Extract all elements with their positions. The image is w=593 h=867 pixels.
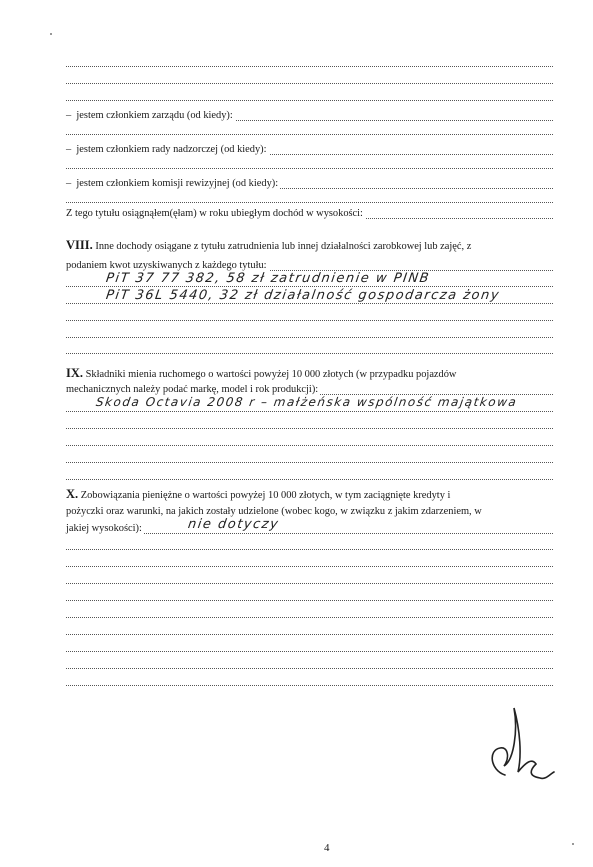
- dotted-line: [66, 445, 553, 446]
- dotted-line: [66, 337, 553, 338]
- dotted-line: [66, 685, 553, 686]
- scan-speck: [572, 843, 574, 845]
- dotted-line: [66, 668, 553, 669]
- section-x-number: X.: [66, 487, 79, 501]
- section-x-title-line3: jakiej wysokości):: [66, 523, 142, 534]
- bullet-dash: –: [66, 110, 72, 121]
- section-ix-title-line1: [66, 367, 458, 381]
- dotted-line: [66, 600, 553, 601]
- handwritten-income-2: PiT 36L 5440, 32 zł działalność gospodarcza żony: [104, 288, 501, 303]
- dotted-line: [66, 651, 553, 652]
- dotted-line: [66, 353, 553, 354]
- dotted-line: [66, 634, 553, 635]
- section-viii-title-line2: podaniem kwot uzyskiwanych z każdego tytułu:: [66, 260, 267, 271]
- bullet-dash: –: [66, 144, 72, 155]
- bullet-management-board: [66, 109, 235, 122]
- dotted-line: [66, 202, 553, 203]
- dotted-line: [66, 66, 553, 67]
- dotted-line: [66, 566, 553, 567]
- dotted-line: [66, 617, 553, 618]
- section-ix-number: IX.: [66, 366, 84, 380]
- dotted-line: [66, 303, 553, 304]
- section-x-title-line1: [66, 488, 452, 502]
- dotted-line: [66, 286, 553, 287]
- page-number: 4: [324, 842, 330, 854]
- dotted-line: [66, 428, 553, 429]
- section-x-title: Zobowiązania pieniężne o wartości powyżej 10 000 złotych, w tym zaciągnięte kredyty i: [80, 490, 451, 501]
- dotted-line: [66, 411, 553, 412]
- bullet-dash: –: [66, 178, 72, 189]
- dotted-line: [66, 583, 553, 584]
- section-viii-title-line1: [66, 239, 473, 253]
- bullet-label: jestem członkiem rady nadzorczej (od kiedy):: [76, 144, 267, 155]
- dotted-line: [66, 462, 553, 463]
- section-ix-title: Składniki mienia ruchomego o wartości powyżej 10 000 złotych (w przypadku pojazdów: [85, 369, 457, 380]
- handwritten-vehicle: Skoda Octavia 2008 r – małżeńska wspólność majątkowa: [95, 395, 519, 409]
- signature-mark: [470, 700, 560, 790]
- dotted-line: [66, 549, 553, 550]
- bullet-label: jestem członkiem zarządu (od kiedy):: [76, 110, 233, 121]
- dotted-line: [66, 100, 553, 101]
- section-viii-number: VIII.: [66, 238, 93, 252]
- scan-speck: [50, 33, 52, 35]
- handwritten-income-1: PiT 37 77 382, 58 zł zatrudnienie w PINB: [104, 271, 432, 286]
- dotted-line: [66, 479, 553, 480]
- dotted-line: [66, 320, 553, 321]
- bullet-supervisory-board: [66, 143, 269, 156]
- section-viii-title: Inne dochody osiągane z tytułu zatrudnienia lub innej działalności zarobkowej lub zajęć, z: [95, 241, 472, 252]
- handwritten-liabilities: nie dotyczy: [186, 517, 281, 532]
- section-x-title-line2: pożyczki oraz warunki, na jakich zostały udzielone (wobec kogo, w związku z jakim zdarzeniem, w: [66, 506, 482, 517]
- dotted-line: [66, 134, 553, 135]
- bullet-audit-committee: [66, 177, 280, 190]
- section-ix-title-line2: mechanicznych należy podać markę, model i rok produkcji):: [66, 384, 319, 395]
- bullet-label: jestem członkiem komisji rewizyjnej (od kiedy):: [76, 178, 279, 189]
- dotted-line: [66, 168, 553, 169]
- dotted-line: [66, 83, 553, 84]
- income-label: Z tego tytułu osiągnąłem(ęłam) w roku ubiegłym dochód w wysokości:: [66, 208, 363, 219]
